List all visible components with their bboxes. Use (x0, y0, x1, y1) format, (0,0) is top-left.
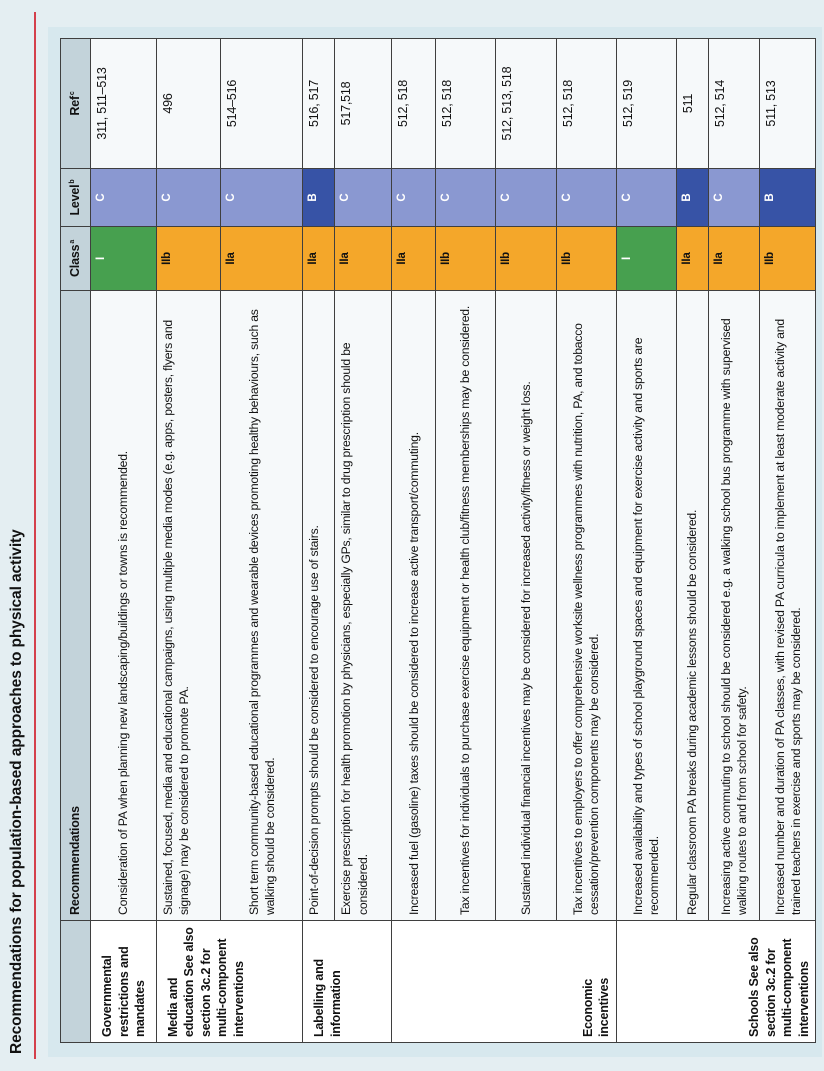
table-row (708, 39, 759, 1043)
table-row (556, 39, 616, 1043)
level-badge: C (335, 169, 392, 227)
header-category (61, 921, 91, 1043)
recommendations-table (60, 38, 816, 1043)
recommendation-text: Consideration of PA when planning new landscaping/buildings or towns is recommended. (91, 291, 157, 921)
reference-cell: 516, 517 (303, 39, 335, 169)
class-badge: IIb (556, 227, 616, 291)
reference-cell: 517,518 (335, 39, 392, 169)
reference-cell: 512, 518 (436, 39, 496, 169)
level-badge: C (436, 169, 496, 227)
level-badge: C (91, 169, 157, 227)
reference-cell: 512, 513, 518 (495, 39, 556, 169)
table-row (303, 39, 335, 1043)
level-badge: C (708, 169, 759, 227)
recommendation-text: Tax incentives to employers to offer comprehensive worksite wellness programmes with nutrition, PA, and tobacco cessation/prevention components may be considered. (556, 291, 616, 921)
header-class-sup: a (69, 239, 77, 244)
table-row (760, 39, 816, 1043)
class-badge: IIa (392, 227, 436, 291)
level-badge: C (221, 169, 303, 227)
table-row (495, 39, 556, 1043)
recommendation-text: Tax incentives for individuals to purchase exercise equipment or health club/fitness memberships may be considered. (436, 291, 496, 921)
category-labelling: Labelling and information (303, 921, 392, 1043)
table-row (156, 39, 220, 1043)
level-badge: C (556, 169, 616, 227)
header-recommendations: Recommendations (61, 291, 91, 921)
level-badge: C (392, 169, 436, 227)
table-row (221, 39, 303, 1043)
header-level-sup: b (69, 179, 77, 184)
recommendation-text: Increased fuel (gasoline) taxes should be considered to increase active transport/commuting. (392, 291, 436, 921)
reference-cell: 311, 511–513 (91, 39, 157, 169)
class-badge: IIa (676, 227, 708, 291)
class-badge: I (91, 227, 157, 291)
recommendation-text: Increasing active commuting to school should be considered e.g. a walking school bus programme with supervised walking routes to and from school for safety. (708, 291, 759, 921)
header-class (61, 227, 91, 291)
reference-cell: 514–516 (221, 39, 303, 169)
recommendation-text: Increased number and duration of PA classes, with revised PA curricula to implement at least moderate activity and trained teachers in exercise and sports may be considered. (760, 291, 816, 921)
category-schools: Schools See also section 3c.2 for multi-component interventions (616, 921, 815, 1043)
reference-cell: 511, 513 (760, 39, 816, 169)
header-level (61, 169, 91, 227)
level-badge: B (303, 169, 335, 227)
reference-cell: 511 (676, 39, 708, 169)
level-badge: C (616, 169, 676, 227)
recommendation-text: Sustained individual financial incentives may be considered for increased activity/fitness or weight loss. (495, 291, 556, 921)
class-badge: IIb (760, 227, 816, 291)
header-ref-sup: c (69, 91, 77, 96)
title-divider (34, 12, 36, 1059)
table-row (616, 39, 676, 1043)
recommendation-text: Exercise prescription for health promotion by physicians, especially GPs, similar to drug prescription should be considered. (335, 291, 392, 921)
header-level-label: Level (68, 184, 83, 216)
reference-cell: 512, 518 (392, 39, 436, 169)
table-row (335, 39, 392, 1043)
reference-cell: 496 (156, 39, 220, 169)
recommendation-text: Regular classroom PA breaks during academic lessons should be considered. (676, 291, 708, 921)
header-ref-label: Ref (68, 96, 83, 116)
page-title: Recommendations for population-based approaches to physical activity (8, 529, 25, 1054)
class-badge: IIa (335, 227, 392, 291)
class-badge: I (616, 227, 676, 291)
recommendation-text: Short term community-based educational programmes and wearable devices promoting healthy behaviours, such as walking should be considered. (221, 291, 303, 921)
recommendation-text: Sustained, focused, media and educational campaigns, using multiple media modes (e.g. apps, posters, flyers and signage) may be considered to promote PA. (156, 291, 220, 921)
level-badge: B (676, 169, 708, 227)
table-row (676, 39, 708, 1043)
category-government: Governmental restrictions and mandates (91, 921, 157, 1043)
class-badge: IIb (495, 227, 556, 291)
reference-cell: 512, 514 (708, 39, 759, 169)
recommendation-text: Point-of-decision prompts should be considered to encourage use of stairs. (303, 291, 335, 921)
class-badge: IIa (221, 227, 303, 291)
table-frame (48, 27, 822, 1057)
header-row (61, 39, 91, 1043)
class-badge: IIb (156, 227, 220, 291)
class-badge: IIa (303, 227, 335, 291)
category-media: Media and education See also section 3c.2 for multi-component interventions (156, 921, 303, 1043)
class-badge: IIa (708, 227, 759, 291)
category-economic: Economic incentives (392, 921, 617, 1043)
reference-cell: 512, 519 (616, 39, 676, 169)
level-badge: C (495, 169, 556, 227)
level-badge: B (760, 169, 816, 227)
level-badge: C (156, 169, 220, 227)
header-class-label: Class (68, 244, 83, 278)
reference-cell: 512, 518 (556, 39, 616, 169)
table-row (392, 39, 436, 1043)
class-badge: IIb (436, 227, 496, 291)
table-row (436, 39, 496, 1043)
recommendation-text: Increased availability and types of school playground spaces and equipment for exercise activity and sports are recommended. (616, 291, 676, 921)
header-ref (61, 39, 91, 169)
table-row (91, 39, 157, 1043)
